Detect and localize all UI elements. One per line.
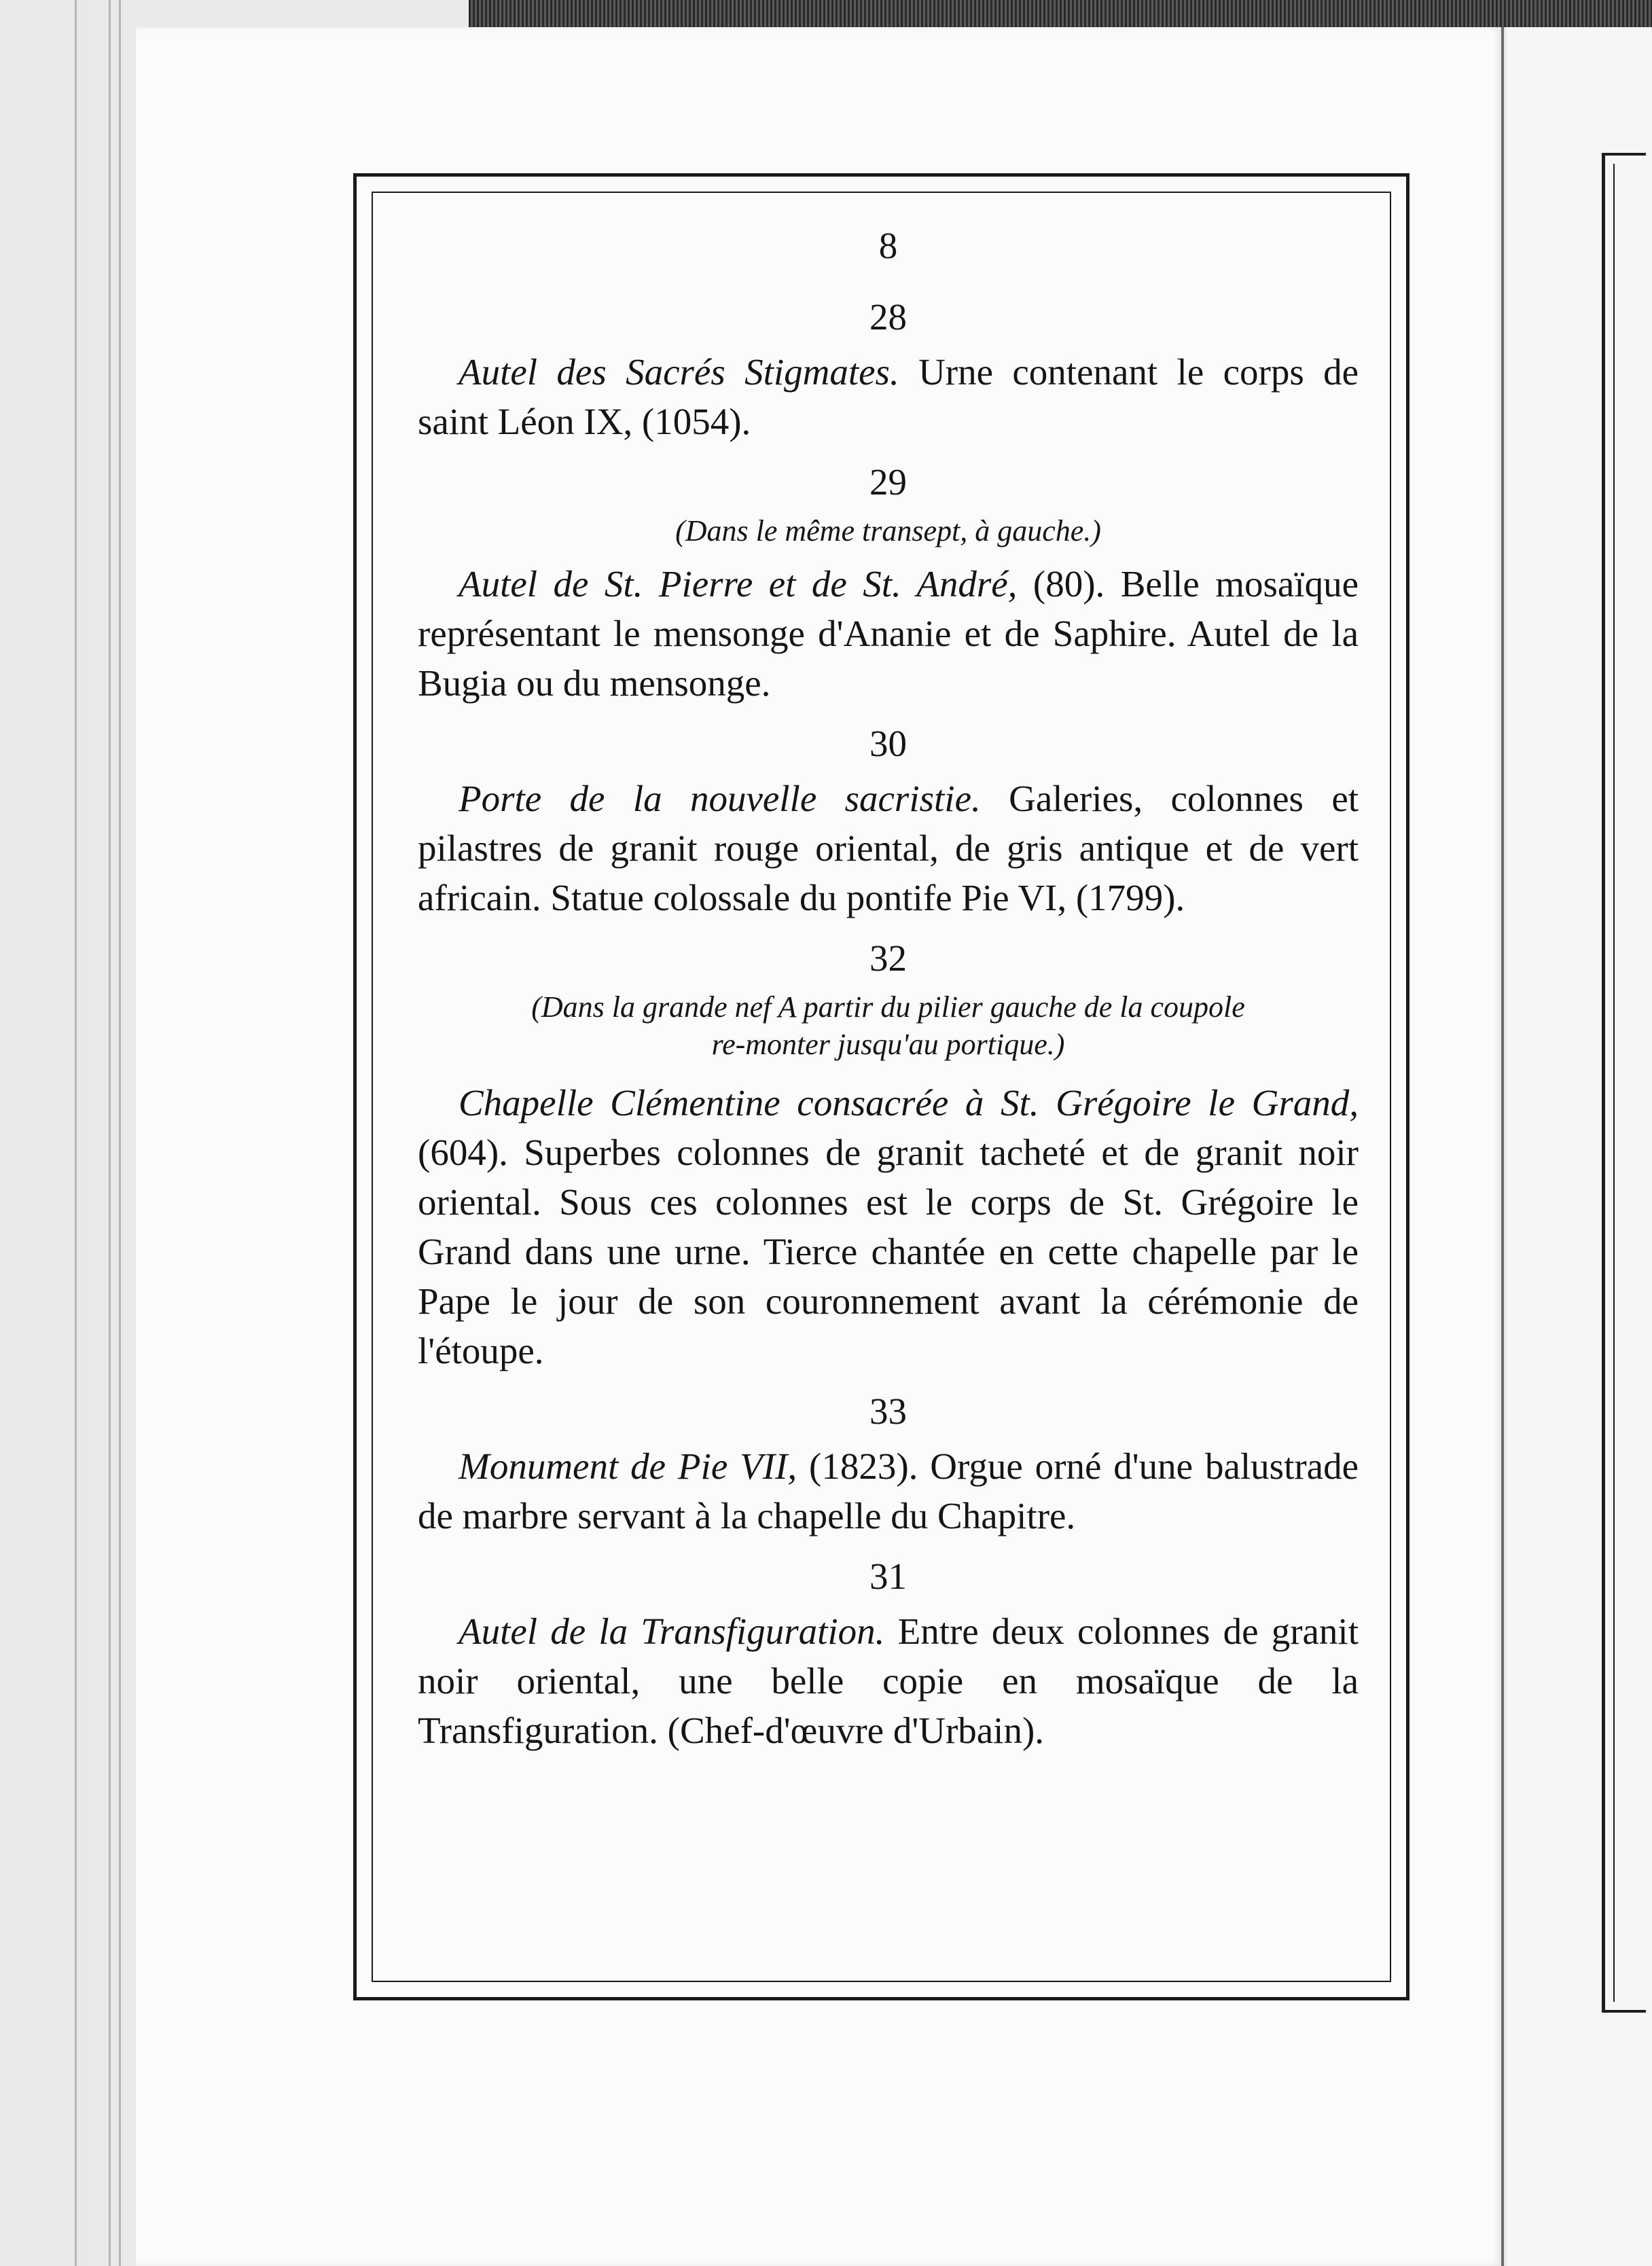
- paper-edge: [109, 0, 111, 2266]
- next-page-frame: [1602, 153, 1646, 2013]
- entry-title: Autel de St. Pierre et de St. André,: [459, 563, 1018, 605]
- entry-text: [418, 774, 1359, 922]
- entry-number: 28: [869, 296, 907, 338]
- entry-body: Entre deux colonnes de granit noir oriental, une belle copie en mosaïque de la Transfiguration. (Chef-d'œuvre d'Urbain).: [418, 1611, 1359, 1751]
- entry-number: 31: [869, 1555, 907, 1597]
- entry-body: (80). Belle mosaïque représentant le mensonge d'Ananie et de Saphire. Autel de la Bugia ou du mensonge.: [418, 563, 1359, 704]
- entry-number: 33: [869, 1390, 907, 1432]
- entry-text: [418, 559, 1359, 708]
- page-number: 8: [878, 225, 898, 266]
- entry-title: Monument de Pie VII,: [459, 1445, 797, 1487]
- entry-number: 30: [869, 723, 907, 764]
- paper-edge: [75, 0, 77, 2266]
- entry-body: Galeries, colonnes et pilastres de granit rouge oriental, de gris antique et de vert africain. Statue colossale du pontife Pie VI, (1799).: [418, 778, 1359, 918]
- entry-body: (1823). Orgue orné d'une balustrade de marbre servant à la chapelle du Chapitre.: [418, 1445, 1359, 1536]
- entry-title: Porte de la nouvelle sacristie.: [459, 778, 981, 819]
- entry-text: [418, 1606, 1359, 1755]
- paper-edge: [119, 0, 121, 2266]
- entry-body: Urne contenant le corps de saint Léon IX, (1054).: [418, 351, 1359, 442]
- entry-title: Autel des Sacrés Stigmates.: [459, 351, 899, 393]
- entry-text: [418, 347, 1359, 446]
- scanner-strip: [469, 0, 1652, 27]
- entry-note: (Dans le même transept, à gauche.): [675, 514, 1101, 547]
- entry-title: Chapelle Clémentine consacrée à St. Grégoire le Grand,: [459, 1082, 1359, 1123]
- entry-note-line: (Dans la grande nef A partir du pilier gauche de la coupole: [531, 990, 1245, 1024]
- entry-text: [418, 1441, 1359, 1541]
- entry-note-line: re-monter jusqu'au portique.): [711, 1028, 1065, 1061]
- entry-title: Autel de la Transfiguration.: [459, 1611, 885, 1652]
- page-frame: [353, 173, 1409, 2000]
- next-page-sliver: [1507, 27, 1652, 2266]
- entry-body: (604). Superbes colonnes de granit tacheté et de granit noir oriental. Sous ces colonnes est le corps de St. Grégoire le Grand dans une urne. Tierce chantée en cette chapelle par le Pape le jour de son couronnement avant la cérémonie de l'étoupe.: [418, 1132, 1359, 1371]
- entry-text: [418, 1078, 1359, 1375]
- page-content: [418, 221, 1359, 1755]
- entry-note: [418, 988, 1359, 1063]
- entry-number: 29: [869, 461, 907, 503]
- entry-number: 32: [869, 937, 907, 979]
